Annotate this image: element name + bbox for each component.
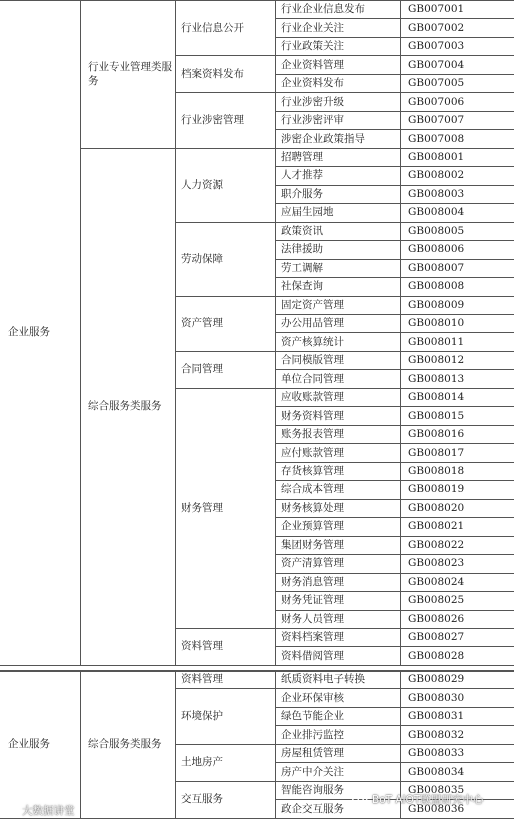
service-name xyxy=(275,18,400,36)
service-name xyxy=(275,462,400,480)
category-l3 xyxy=(175,628,275,665)
service-code xyxy=(400,74,514,92)
service-code xyxy=(400,388,514,406)
service-code xyxy=(400,240,514,258)
service-name xyxy=(275,314,400,332)
service-code-text: GB008020 xyxy=(408,501,465,514)
service-name-text: 行业政策关注 xyxy=(281,40,344,53)
service-name xyxy=(275,0,400,18)
category-l3-text: 环境保护 xyxy=(181,710,223,723)
service-code xyxy=(400,129,514,147)
category-l2-text: 行业专业管理类服务 xyxy=(88,60,172,87)
category-l1-text: 企业服务 xyxy=(8,326,50,339)
service-name xyxy=(275,744,400,762)
service-name-text: 财务消息管理 xyxy=(281,575,344,588)
service-code-text: GB008034 xyxy=(408,765,465,778)
service-name-text: 固定资产管理 xyxy=(281,298,344,311)
service-name xyxy=(275,762,400,780)
service-name xyxy=(275,480,400,498)
service-code xyxy=(400,554,514,572)
category-l3 xyxy=(175,781,275,818)
service-code-text: GB008017 xyxy=(408,446,465,459)
service-code-text: GB008009 xyxy=(408,298,465,311)
watermark-left: 大数据讲堂 xyxy=(22,805,75,817)
service-name-text: 人才推荐 xyxy=(281,169,323,182)
category-l2-text: 综合服务类服务 xyxy=(88,737,162,750)
service-code xyxy=(400,369,514,387)
service-code-text: GB008026 xyxy=(408,612,465,625)
service-code xyxy=(400,18,514,36)
service-name xyxy=(275,388,400,406)
service-name-text: 单位合同管理 xyxy=(281,372,344,385)
category-l3 xyxy=(175,688,275,743)
service-name xyxy=(275,222,400,240)
category-l3 xyxy=(175,670,275,688)
service-name-text: 应付账款管理 xyxy=(281,446,344,459)
category-l3 xyxy=(175,296,275,351)
category-l3-text: 人力资源 xyxy=(181,178,223,191)
service-name-text: 房屋租赁管理 xyxy=(281,747,344,760)
service-code xyxy=(400,314,514,332)
service-code-text: GB008016 xyxy=(408,428,465,441)
service-code-text: GB007005 xyxy=(408,77,465,90)
service-name xyxy=(275,369,400,387)
service-name-text: 企业预算管理 xyxy=(281,520,344,533)
service-code-text: GB008005 xyxy=(408,224,465,237)
category-l3 xyxy=(175,388,275,628)
service-code xyxy=(400,351,514,369)
service-code xyxy=(400,222,514,240)
service-code xyxy=(400,762,514,780)
service-name xyxy=(275,443,400,461)
service-code xyxy=(400,725,514,743)
service-name xyxy=(275,296,400,314)
category-l2 xyxy=(80,670,175,818)
service-name-text: 企业环保审核 xyxy=(281,691,344,704)
service-name-text: 行业涉密升级 xyxy=(281,95,344,108)
service-code-text: GB008033 xyxy=(408,747,465,760)
service-code-text: GB008021 xyxy=(408,520,465,533)
service-name xyxy=(275,351,400,369)
service-code-text: GB008036 xyxy=(408,802,465,815)
category-l3 xyxy=(175,744,275,781)
service-name xyxy=(275,111,400,129)
service-name-text: 房产中介关注 xyxy=(281,765,344,778)
category-l3-text: 行业涉密管理 xyxy=(181,114,244,127)
service-name xyxy=(275,610,400,628)
category-l1-text: 企业服务 xyxy=(8,737,50,750)
service-code xyxy=(400,517,514,535)
service-name-text: 企业资料发布 xyxy=(281,77,344,90)
service-name xyxy=(275,628,400,646)
service-name-text: 应届生园地 xyxy=(281,206,334,219)
service-code-text: GB007002 xyxy=(408,21,465,34)
service-code xyxy=(400,332,514,350)
service-name xyxy=(275,406,400,424)
service-code xyxy=(400,406,514,424)
service-name xyxy=(275,573,400,591)
service-name-text: 集团财务管理 xyxy=(281,538,344,551)
service-code xyxy=(400,499,514,517)
service-name xyxy=(275,332,400,350)
category-l3 xyxy=(175,222,275,296)
service-name-text: 政策资讯 xyxy=(281,224,323,237)
service-name xyxy=(275,591,400,609)
service-name xyxy=(275,148,400,166)
service-code-text: GB008027 xyxy=(408,631,465,644)
service-name xyxy=(275,554,400,572)
service-name xyxy=(275,203,400,221)
service-code xyxy=(400,744,514,762)
service-name xyxy=(275,74,400,92)
category-l1 xyxy=(0,0,80,665)
category-l3-text: 劳动保障 xyxy=(181,252,223,265)
service-name xyxy=(275,670,400,688)
category-l3 xyxy=(175,0,275,55)
category-l3-text: 行业信息公开 xyxy=(181,21,244,34)
service-code-text: GB008001 xyxy=(408,150,465,163)
service-code xyxy=(400,480,514,498)
service-code xyxy=(400,185,514,203)
service-code xyxy=(400,610,514,628)
service-name xyxy=(275,725,400,743)
service-name-text: 应收账款管理 xyxy=(281,391,344,404)
table-rule xyxy=(0,818,514,819)
service-code xyxy=(400,536,514,554)
service-name xyxy=(275,499,400,517)
category-l3-text: 合同管理 xyxy=(181,363,223,376)
service-code-text: GB008018 xyxy=(408,464,465,477)
service-name-text: 办公用品管理 xyxy=(281,317,344,330)
table-rule xyxy=(0,665,514,666)
service-name-text: 资产清算管理 xyxy=(281,557,344,570)
service-name xyxy=(275,425,400,443)
service-name-text: 纸质资料电子转换 xyxy=(281,673,365,686)
service-code-text: GB008011 xyxy=(408,335,465,348)
service-name xyxy=(275,536,400,554)
service-name xyxy=(275,55,400,73)
category-l3 xyxy=(175,351,275,388)
service-name-text: 账务报表管理 xyxy=(281,428,344,441)
service-code-text: GB008006 xyxy=(408,243,465,256)
service-name-text: 财务核算处理 xyxy=(281,501,344,514)
service-code xyxy=(400,259,514,277)
service-name-text: 财务资料管理 xyxy=(281,409,344,422)
service-code xyxy=(400,0,514,18)
service-code-text: GB007001 xyxy=(408,3,465,16)
service-name xyxy=(275,259,400,277)
service-code xyxy=(400,203,514,221)
service-code-text: GB008008 xyxy=(408,280,465,293)
service-code-text: GB008002 xyxy=(408,169,465,182)
service-code-text: GB007004 xyxy=(408,58,465,71)
service-code-text: GB008014 xyxy=(408,391,465,404)
category-l2 xyxy=(80,0,175,148)
service-code xyxy=(400,646,514,664)
service-code-text: GB008007 xyxy=(408,261,465,274)
service-name xyxy=(275,240,400,258)
service-name-text: 企业资料管理 xyxy=(281,58,344,71)
watermark-right: BoT AIOT联盟研究中心 xyxy=(372,794,484,806)
service-code xyxy=(400,425,514,443)
service-code xyxy=(400,111,514,129)
service-name xyxy=(275,185,400,203)
service-code xyxy=(400,462,514,480)
service-name-text: 行业涉密评审 xyxy=(281,114,344,127)
service-name-text: 绿色节能企业 xyxy=(281,710,344,723)
service-code xyxy=(400,443,514,461)
service-code xyxy=(400,37,514,55)
category-l3 xyxy=(175,92,275,147)
service-name xyxy=(275,688,400,706)
service-name-text: 资料档案管理 xyxy=(281,631,344,644)
service-name-text: 社保查询 xyxy=(281,280,323,293)
service-name xyxy=(275,517,400,535)
category-l3-text: 土地房产 xyxy=(181,756,223,769)
service-code-text: GB007003 xyxy=(408,40,465,53)
category-l2 xyxy=(80,148,175,665)
service-name-text: 行业企业关注 xyxy=(281,21,344,34)
service-name xyxy=(275,129,400,147)
service-code-text: GB008025 xyxy=(408,594,465,607)
service-name-text: 财务人员管理 xyxy=(281,612,344,625)
service-code-text: GB008003 xyxy=(408,187,465,200)
service-code-text: GB008028 xyxy=(408,649,465,662)
service-code xyxy=(400,628,514,646)
service-name-text: 企业排污监控 xyxy=(281,728,344,741)
service-code xyxy=(400,591,514,609)
service-code-text: GB008004 xyxy=(408,206,465,219)
service-code xyxy=(400,688,514,706)
service-name-text: 政企交互服务 xyxy=(281,802,344,815)
service-code-text: GB007006 xyxy=(408,95,465,108)
service-name-text: 行业企业信息发布 xyxy=(281,3,365,16)
service-code xyxy=(400,92,514,110)
service-code xyxy=(400,55,514,73)
service-name-text: 智能咨询服务 xyxy=(281,784,344,797)
service-name xyxy=(275,277,400,295)
category-l3 xyxy=(175,148,275,222)
category-l3-text: 资料管理 xyxy=(181,640,223,653)
service-name-text: 涉密企业政策指导 xyxy=(281,132,365,145)
service-code-text: GB007007 xyxy=(408,114,465,127)
service-code xyxy=(400,707,514,725)
service-code-text: GB008029 xyxy=(408,673,465,686)
service-name-text: 合同模版管理 xyxy=(281,354,344,367)
service-code-text: GB008031 xyxy=(408,710,465,723)
service-name-text: 财务凭证管理 xyxy=(281,594,344,607)
service-name xyxy=(275,707,400,725)
service-code xyxy=(400,296,514,314)
wechat-logo-icon xyxy=(4,802,20,821)
service-code xyxy=(400,277,514,295)
category-l3-text: 资产管理 xyxy=(181,317,223,330)
service-code-text: GB008013 xyxy=(408,372,465,385)
service-code-text: GB008010 xyxy=(408,317,465,330)
service-code-text: GB008024 xyxy=(408,575,465,588)
service-name-text: 劳工调解 xyxy=(281,261,323,274)
category-l2-text: 综合服务类服务 xyxy=(88,400,162,413)
service-code-text: GB008012 xyxy=(408,354,465,367)
category-l3-text: 资料管理 xyxy=(181,673,223,686)
service-code-text: GB008019 xyxy=(408,483,465,496)
service-name-text: 职介服务 xyxy=(281,187,323,200)
service-code xyxy=(400,573,514,591)
service-name-text: 招聘管理 xyxy=(281,150,323,163)
service-name-text: 综合成本管理 xyxy=(281,483,344,496)
category-l3-text: 交互服务 xyxy=(181,793,223,806)
service-code-text: GB008023 xyxy=(408,557,465,570)
service-name xyxy=(275,646,400,664)
category-l3 xyxy=(175,55,275,92)
service-name-text: 存货核算管理 xyxy=(281,464,344,477)
service-name xyxy=(275,166,400,184)
service-code-text: GB008015 xyxy=(408,409,465,422)
service-name-text: 法律援助 xyxy=(281,243,323,256)
wechat-logo-icon xyxy=(352,791,368,810)
service-name xyxy=(275,37,400,55)
service-code xyxy=(400,148,514,166)
service-name-text: 资料借阅管理 xyxy=(281,649,344,662)
category-l3-text: 档案资料发布 xyxy=(181,67,244,80)
category-l3-text: 财务管理 xyxy=(181,501,223,514)
service-code xyxy=(400,166,514,184)
service-code-text: GB008030 xyxy=(408,691,465,704)
service-name xyxy=(275,92,400,110)
service-code-text: GB007008 xyxy=(408,132,465,145)
service-code-text: GB008035 xyxy=(408,784,465,797)
category-l1 xyxy=(0,670,80,818)
service-name-text: 资产核算统计 xyxy=(281,335,344,348)
service-code-text: GB008032 xyxy=(408,728,465,741)
service-code-text: GB008022 xyxy=(408,538,465,551)
service-code xyxy=(400,670,514,688)
